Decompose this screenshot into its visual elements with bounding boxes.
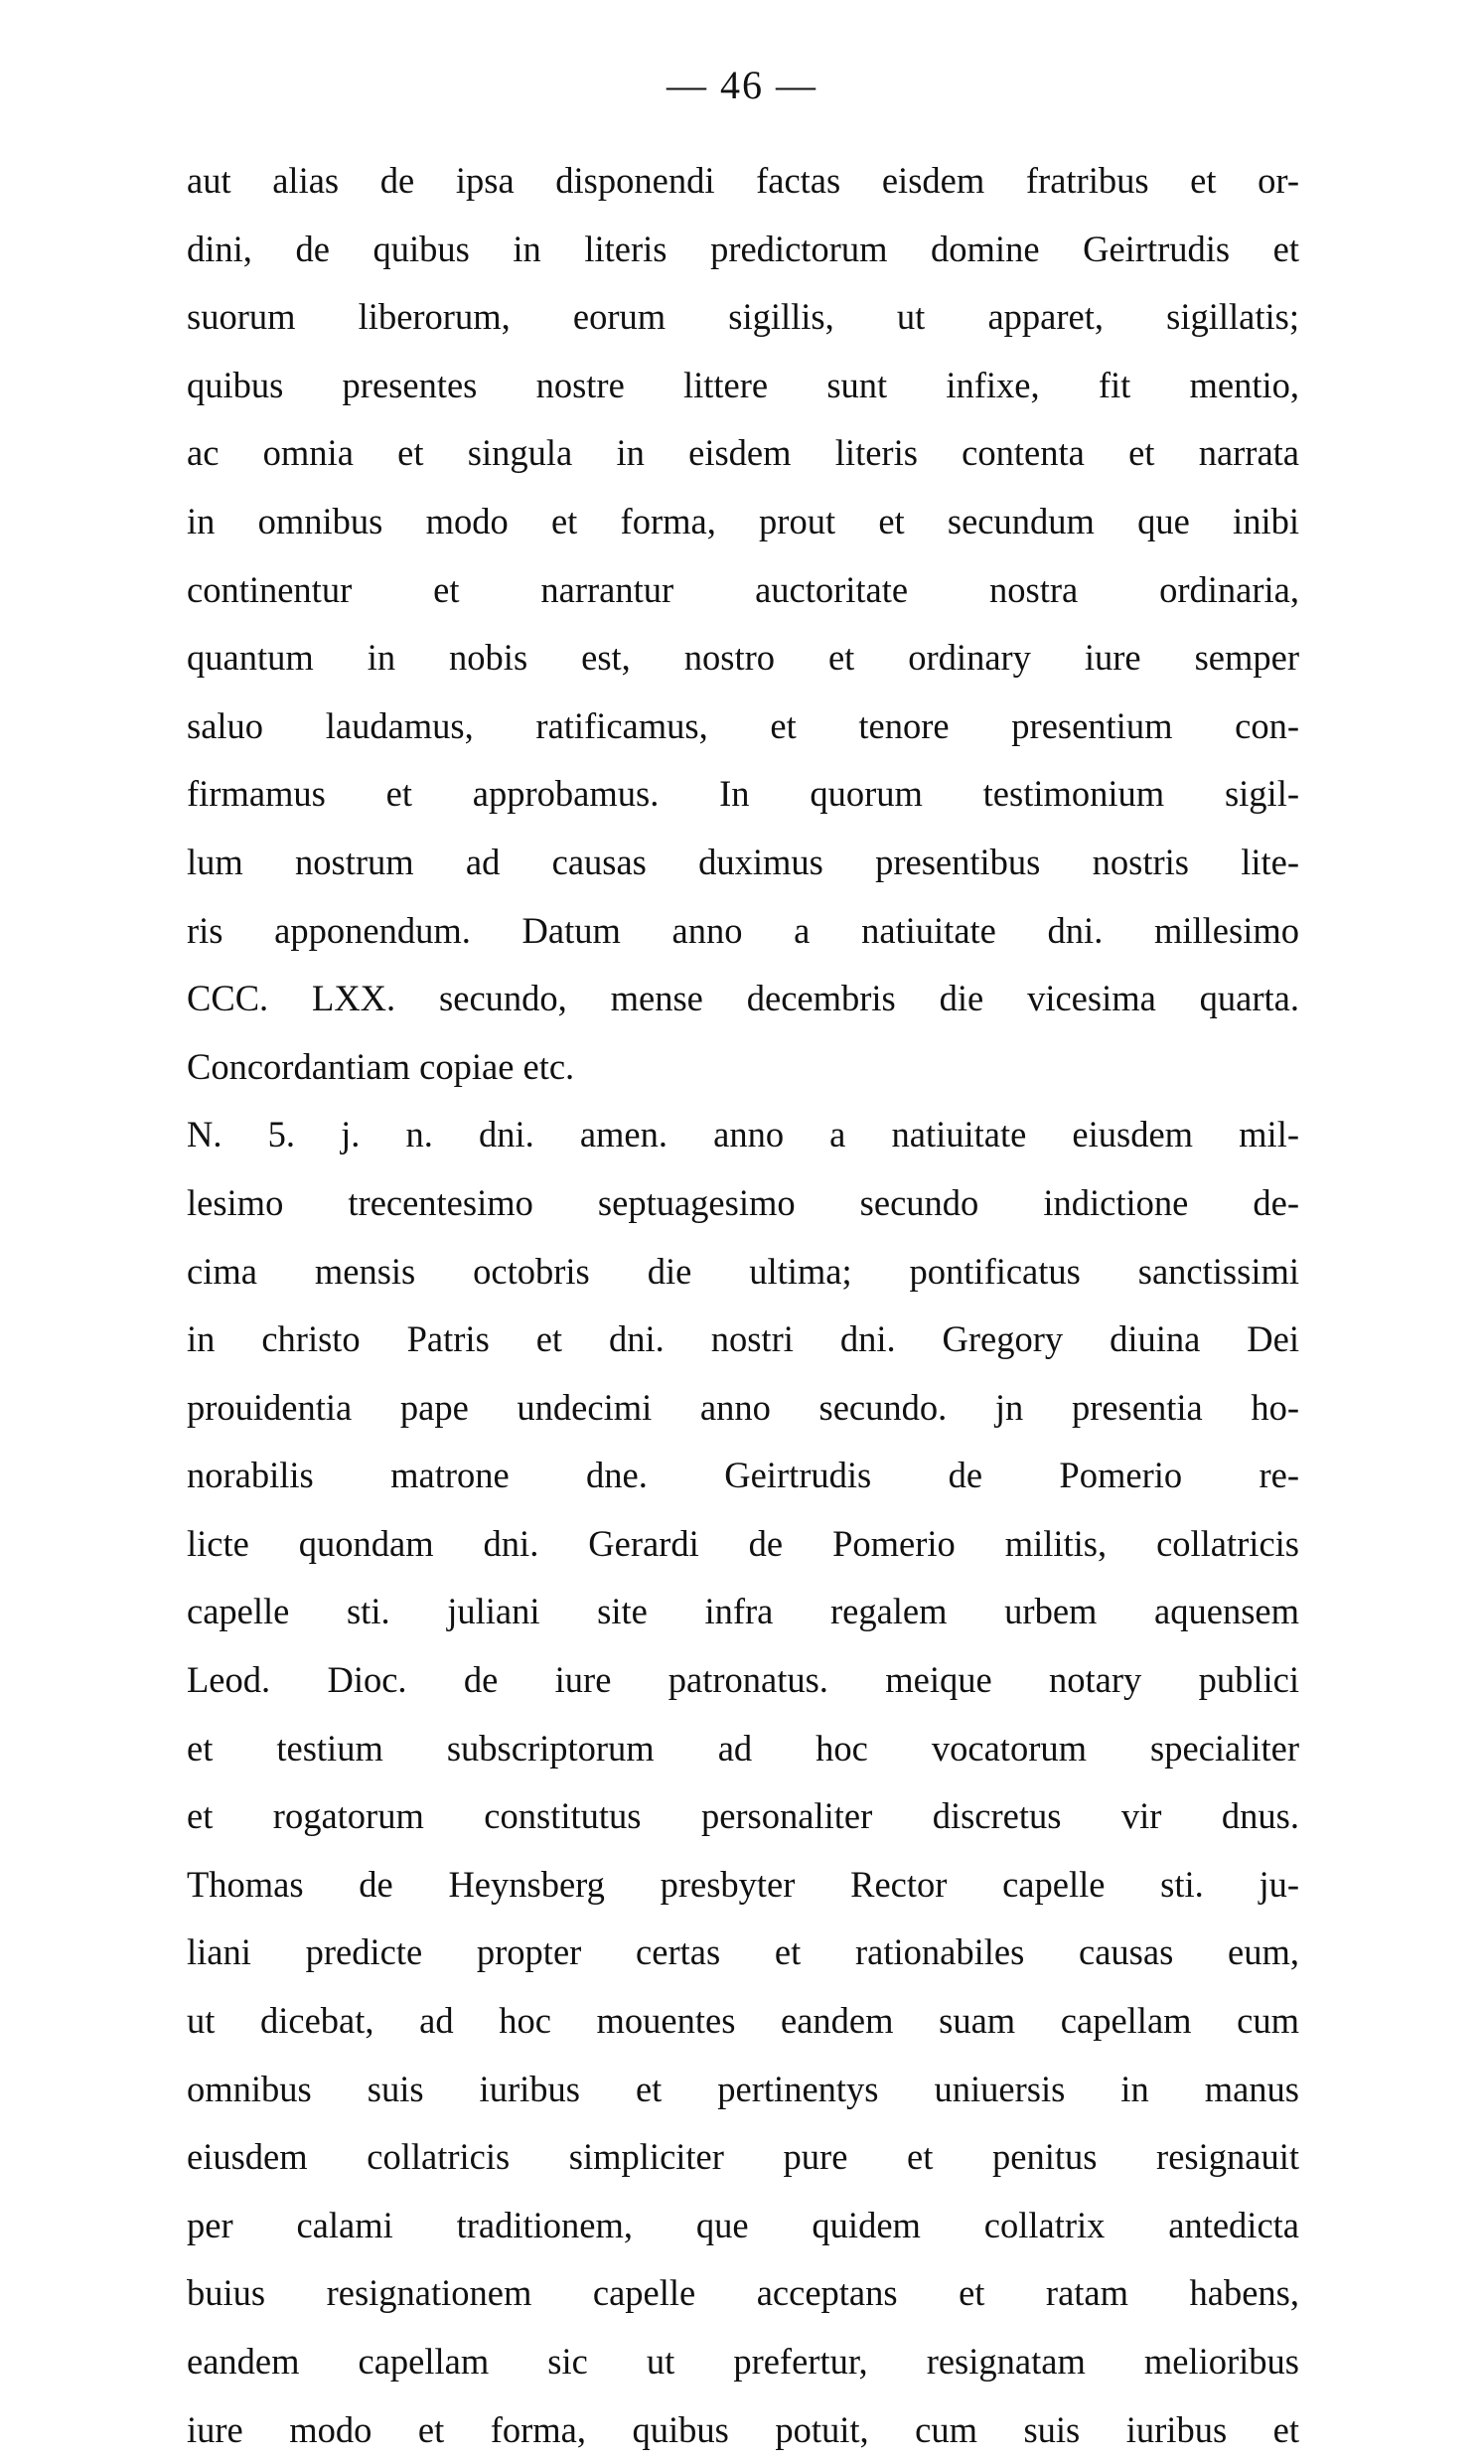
- text-line: in omnibus modo et forma, prout et secundum que inibi: [187, 500, 1299, 541]
- text-line: quantum in nobis est, nostro et ordinary iure semper: [187, 637, 1299, 679]
- text-line: eandem capellam sic ut prefertur, resignatam melioribus: [187, 2341, 1299, 2382]
- text-line: dini, de quibus in literis predictorum domine Geirtrudis et: [187, 228, 1299, 269]
- text-line: liani predicte propter certas et rationabiles causas eum,: [187, 1931, 1299, 1973]
- text-line: Thomas de Heynsberg presbyter Rector capelle sti. ju-: [187, 1863, 1299, 1905]
- text-line: cima mensis octobris die ultima; pontificatus sanctissimi: [187, 1250, 1299, 1292]
- text-line: et rogatorum constitutus personaliter discretus vir dnus.: [187, 1795, 1299, 1837]
- text-line: quibus presentes nostre littere sunt infixe, fit mentio,: [187, 364, 1299, 405]
- text-line: ac omnia et singula in eisdem literis contenta et narrata: [187, 432, 1299, 474]
- text-line: ris apponendum. Datum anno a natiuitate dni. millesimo: [187, 909, 1299, 951]
- body-text: [187, 147, 1299, 2464]
- text-line: prouidentia pape undecimi anno secundo. jn presentia ho-: [187, 1386, 1299, 1428]
- text-line: licte quondam dni. Gerardi de Pomerio militis, collatricis: [187, 1522, 1299, 1564]
- text-line: in christo Patris et dni. nostri dni. Gregory diuina Dei: [187, 1318, 1299, 1360]
- text-line: et testium subscriptorum ad hoc vocatorum specialiter: [187, 1727, 1299, 1769]
- page-number: — 46 —: [667, 63, 817, 107]
- text-line: ut dicebat, ad hoc mouentes eandem suam capellam cum: [187, 2000, 1299, 2042]
- text-line: aut alias de ipsa disponendi factas eisdem fratribus et or-: [187, 160, 1299, 201]
- text-line: Leod. Dioc. de iure patronatus. meique notary publici: [187, 1659, 1299, 1701]
- text-line: eiusdem collatricis simpliciter pure et penitus resignauit: [187, 2136, 1299, 2178]
- text-line: omnibus suis iuribus et pertinentys uniuersis in manus: [187, 2068, 1299, 2109]
- text-line: CCC. LXX. secundo, mense decembris die vicesima quarta.: [187, 978, 1299, 1019]
- text-line: firmamus et approbamus. In quorum testimonium sigil-: [187, 773, 1299, 815]
- text-line: N. 5. j. n. dni. amen. anno a natiuitate eiusdem mil-: [187, 1114, 1299, 1155]
- text-line: suorum liberorum, eorum sigillis, ut apparet, sigillatis;: [187, 296, 1299, 338]
- text-line: per calami traditionem, que quidem collatrix antedicta: [187, 2204, 1299, 2245]
- text-line: norabilis matrone dne. Geirtrudis de Pomerio re-: [187, 1455, 1299, 1496]
- text-line: buius resignationem capelle acceptans et ratam habens,: [187, 2272, 1299, 2314]
- text-line: iure modo et forma, quibus potuit, cum suis iuribus et: [187, 2408, 1299, 2450]
- text-line: continentur et narrantur auctoritate nostra ordinaria,: [187, 568, 1299, 610]
- text-line: Concordantiam copiae etc.: [187, 1045, 575, 1087]
- text-line: saluo laudamus, ratificamus, et tenore presentium con-: [187, 704, 1299, 746]
- text-line: capelle sti. juliani site infra regalem urbem aquensem: [187, 1591, 1299, 1632]
- text-line: lum nostrum ad causas duximus presentibus nostris lite-: [187, 841, 1299, 882]
- text-line: lesimo trecentesimo septuagesimo secundo indictione de-: [187, 1181, 1299, 1223]
